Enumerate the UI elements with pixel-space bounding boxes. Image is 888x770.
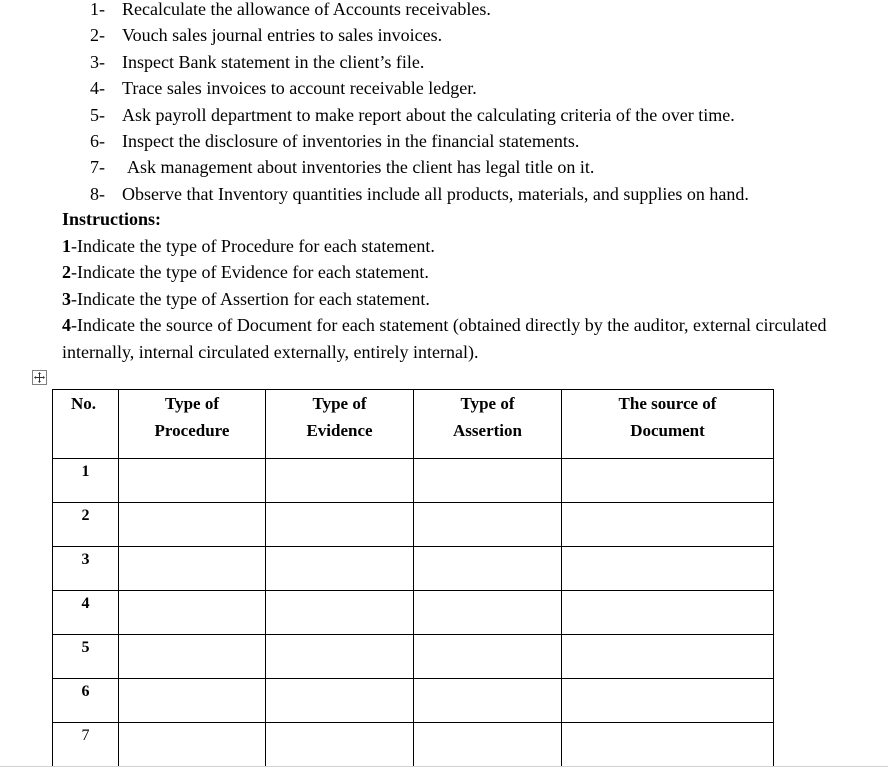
table-row <box>53 723 774 767</box>
procedure-cell[interactable] <box>119 635 266 679</box>
table-header-row <box>53 390 774 459</box>
list-item <box>90 154 749 180</box>
document-cell[interactable] <box>562 723 774 767</box>
header-procedure <box>119 390 266 459</box>
evidence-cell[interactable] <box>266 635 414 679</box>
list-item <box>90 128 749 154</box>
instruction-number: 1 <box>62 236 71 256</box>
list-item <box>90 49 749 75</box>
assertion-cell[interactable] <box>414 591 562 635</box>
row-number: 5 <box>53 635 119 679</box>
evidence-cell[interactable] <box>266 679 414 723</box>
item-number: 7- <box>90 157 105 178</box>
instruction-line <box>62 259 842 285</box>
procedure-cell[interactable] <box>119 503 266 547</box>
move-arrows-glyph <box>33 371 46 384</box>
table-row <box>53 459 774 503</box>
item-number: 1- <box>90 0 105 19</box>
document-cell[interactable] <box>562 547 774 591</box>
list-item <box>90 181 749 207</box>
procedure-cell[interactable] <box>119 459 266 503</box>
row-number: 2 <box>53 503 119 547</box>
assertion-cell[interactable] <box>414 547 562 591</box>
item-text: Ask payroll department to make report about the calculating criteria of the over time. <box>122 104 735 125</box>
item-text: Recalculate the allowance of Accounts receivables. <box>122 0 491 19</box>
document-cell[interactable] <box>562 459 774 503</box>
item-number: 8- <box>90 183 105 204</box>
assertion-cell[interactable] <box>414 723 562 767</box>
document-cell[interactable] <box>562 679 774 723</box>
assertion-cell[interactable] <box>414 459 562 503</box>
list-item <box>90 22 749 48</box>
item-number: 6- <box>90 130 105 151</box>
row-number: 7 <box>53 723 119 767</box>
move-arrows-icon[interactable] <box>32 370 47 385</box>
evidence-cell[interactable] <box>266 503 414 547</box>
assertion-cell[interactable] <box>414 503 562 547</box>
table-row <box>53 635 774 679</box>
table-row <box>53 503 774 547</box>
header-text: The source of <box>618 394 717 413</box>
item-number: 4- <box>90 78 105 99</box>
instruction-line <box>62 233 842 259</box>
list-item <box>90 75 749 101</box>
instructions-block <box>62 233 842 365</box>
table-row <box>53 547 774 591</box>
header-text: No. <box>71 394 97 413</box>
procedure-cell[interactable] <box>119 679 266 723</box>
table-row <box>53 679 774 723</box>
item-text: Trace sales invoices to account receivable ledger. <box>122 78 477 99</box>
answer-table <box>52 389 774 767</box>
list-item <box>90 102 749 128</box>
instruction-line <box>62 286 842 312</box>
header-assertion <box>414 390 562 459</box>
header-text: Type of <box>165 394 219 413</box>
evidence-cell[interactable] <box>266 591 414 635</box>
instruction-number: 4 <box>62 315 71 336</box>
evidence-cell[interactable] <box>266 459 414 503</box>
item-text: Vouch sales journal entries to sales invoices. <box>122 25 443 46</box>
row-number: 6 <box>53 679 119 723</box>
instruction-number: 2 <box>62 262 71 283</box>
instruction-text: -Indicate the type of Assertion for each statement. <box>71 288 430 309</box>
instructions-heading: Instructions: <box>62 209 162 229</box>
document-cell[interactable] <box>562 591 774 635</box>
item-text: Inspect Bank statement in the client’s file. <box>122 51 425 72</box>
evidence-cell[interactable] <box>266 723 414 767</box>
statement-list <box>90 0 749 207</box>
item-number: 2- <box>90 25 105 46</box>
evidence-cell[interactable] <box>266 547 414 591</box>
header-text: Procedure <box>154 421 230 440</box>
row-number: 4 <box>53 591 119 635</box>
table-row <box>53 591 774 635</box>
header-text: Document <box>630 421 705 440</box>
assertion-cell[interactable] <box>414 635 562 679</box>
procedure-cell[interactable] <box>119 591 266 635</box>
header-no <box>53 390 119 459</box>
header-document-source <box>562 390 774 459</box>
document-cell[interactable] <box>562 503 774 547</box>
instruction-text: -Indicate the type of Procedure for each statement. <box>71 236 435 256</box>
header-text: Type of <box>460 394 515 413</box>
instruction-text: -Indicate the type of Evidence for each statement. <box>71 262 429 283</box>
page-edge-divider <box>0 766 888 767</box>
header-text: Evidence <box>306 421 373 440</box>
instruction-text: -Indicate the source of Document for each statement (obtained directly by the auditor, external circulated internally, internal circulated externally, entirely internal). <box>62 315 827 362</box>
assertion-cell[interactable] <box>414 679 562 723</box>
header-text: Assertion <box>453 421 522 440</box>
procedure-cell[interactable] <box>119 723 266 767</box>
row-number: 1 <box>53 459 119 503</box>
instruction-number: 3 <box>62 288 71 309</box>
procedure-cell[interactable] <box>119 547 266 591</box>
row-number: 3 <box>53 547 119 591</box>
item-text: Observe that Inventory quantities include all products, materials, and supplies on hand. <box>122 183 749 204</box>
item-text: Inspect the disclosure of inventories in the financial statements. <box>122 130 580 151</box>
list-item <box>90 0 749 22</box>
document-cell[interactable] <box>562 635 774 679</box>
item-number: 5- <box>90 104 105 125</box>
instruction-line <box>62 312 842 365</box>
item-text: Ask management about inventories the client has legal title on it. <box>127 157 595 178</box>
header-evidence <box>266 390 414 459</box>
header-text: Type of <box>312 394 367 413</box>
item-number: 3- <box>90 51 105 72</box>
